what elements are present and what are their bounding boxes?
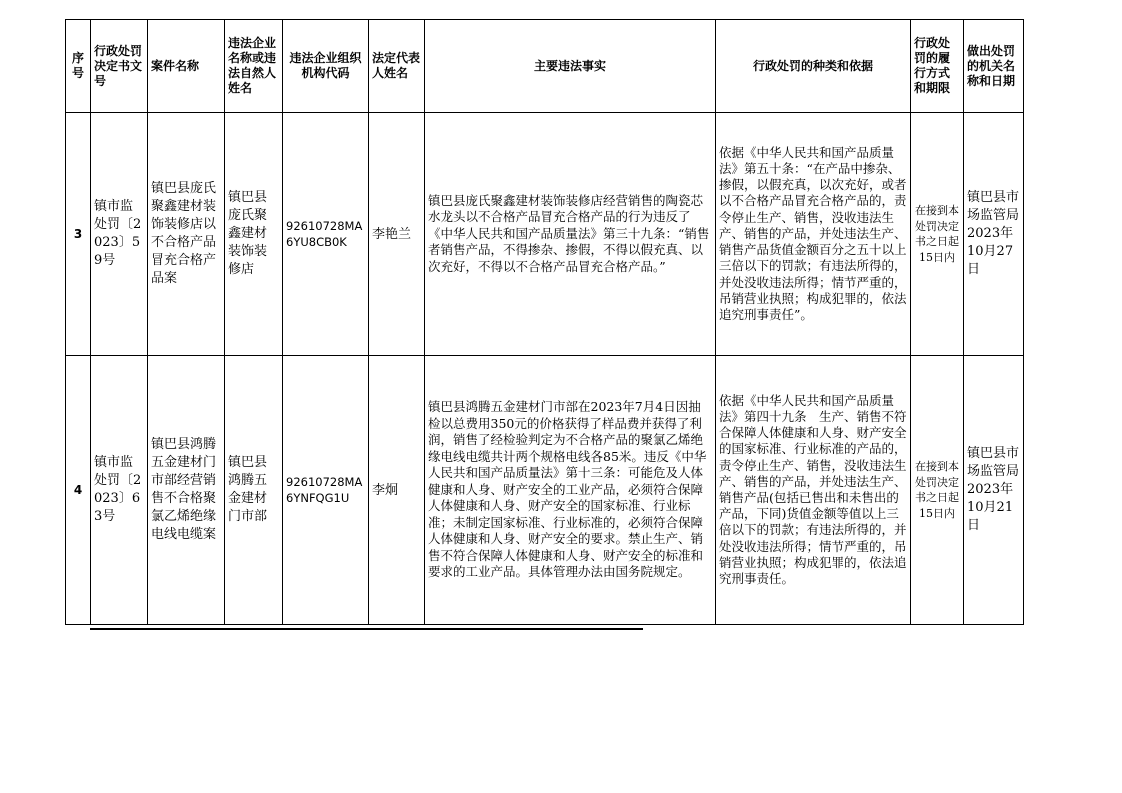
row-legal-rep: 李艳兰 bbox=[369, 113, 425, 356]
row-facts: 镇巴县鸿腾五金建材门市部在2023年7月4日因抽检以总费用350元的价格获得了样品费并获得了利润，销售了经检验判定为不合格产品的聚氯乙烯绝缘电线电缆共计两个规格电线各85米。违反《中华人民共和国产品质量法》第十三条：可能危及人体健康和人身、财产安全的工业产品，必须符合保障人体健康和人身、财产安全的国家标准、行业标准；未制定国家标准、行业标准的，必须符合保障人体健康和人身、财产安全的要求。禁止生产、销售不符合保障人体健康和人身、财产安全的标准和要求的工业产品。具体管理办法由国务院规定。 bbox=[425, 356, 716, 625]
row-seq: 3 bbox=[66, 113, 91, 356]
row-org-code: 92610728MA6YU8CB0K bbox=[283, 113, 369, 356]
header-legal-rep: 法定代表人姓名 bbox=[369, 20, 425, 113]
header-facts: 主要违法事实 bbox=[425, 20, 716, 113]
row-decision-no: 镇市监处罚〔2023〕63号 bbox=[91, 356, 148, 625]
row-authority: 镇巴县市场监管局2023年10月21日 bbox=[964, 356, 1024, 625]
header-authority: 做出处罚的机关名称和日期 bbox=[964, 20, 1024, 113]
row-basis: 依据《中华人民共和国产品质量法》第四十九条 生产、销售不符合保障人体健康和人身、财产安全的国家标准、行业标准的产品的，责令停止生产、销售，没收违法生产、销售的产品，并处违法生产、销售产品(包括已售出和未售出的产品，下同)货值金额等值以上三倍以下的罚款；有违法所得的，并处没收违法所得；情节严重的，吊销营业执照；构成犯罪的，依法追究刑事责任。 bbox=[716, 356, 911, 625]
row-basis: 依据《中华人民共和国产品质量法》第五十条：“在产品中掺杂、掺假，以假充真，以次充好，或者以不合格产品冒充合格产品的，责令停止生产、销售，没收违法生产、销售的产品，并处违法生产、销售产品货值金额百分之五十以上三倍以下的罚款；有违法所得的，并处没收违法所得；情节严重的，吊销营业执照；构成犯罪的，依法追究刑事责任”。 bbox=[716, 113, 911, 356]
row-party: 镇巴县鸿腾五金建材门市部 bbox=[225, 356, 283, 625]
bottom-rule-divider bbox=[90, 628, 643, 630]
row-authority: 镇巴县市场监管局2023年10月27日 bbox=[964, 113, 1024, 356]
header-period: 行政处罚的履行方式和期限 bbox=[911, 20, 964, 113]
row-period: 在接到本处罚决定书之日起15日内 bbox=[911, 113, 964, 356]
row-decision-no: 镇市监处罚〔2023〕59号 bbox=[91, 113, 148, 356]
header-seq: 序号 bbox=[66, 20, 91, 113]
penalty-table bbox=[65, 19, 1024, 625]
header-row bbox=[66, 20, 1024, 113]
row-legal-rep: 李炯 bbox=[369, 356, 425, 625]
table-row bbox=[66, 113, 1024, 356]
row-org-code: 92610728MA6YNFQG1U bbox=[283, 356, 369, 625]
header-party: 违法企业名称或违法自然人姓名 bbox=[225, 20, 283, 113]
header-decision-no: 行政处罚决定书文号 bbox=[91, 20, 148, 113]
row-seq: 4 bbox=[66, 356, 91, 625]
table-row bbox=[66, 356, 1024, 625]
header-case-name: 案件名称 bbox=[148, 20, 225, 113]
row-period: 在接到本处罚决定书之日起15日内 bbox=[911, 356, 964, 625]
header-basis: 行政处罚的种类和依据 bbox=[716, 20, 911, 113]
row-case-name: 镇巴县鸿腾五金建材门市部经营销售不合格聚氯乙烯绝缘电线电缆案 bbox=[148, 356, 225, 625]
row-case-name: 镇巴县庞氏聚鑫建材装饰装修店以不合格产品冒充合格产品案 bbox=[148, 113, 225, 356]
header-org-code: 违法企业组织机构代码 bbox=[283, 20, 369, 113]
row-facts: 镇巴县庞氏聚鑫建材装饰装修店经营销售的陶瓷芯水龙头以不合格产品冒充合格产品的行为违反了《中华人民共和国产品质量法》第三十九条：“销售者销售产品，不得掺杂、掺假，不得以假充真、以次充好，不得以不合格产品冒充合格产品。” bbox=[425, 113, 716, 356]
row-party: 镇巴县庞氏聚鑫建材装饰装修店 bbox=[225, 113, 283, 356]
